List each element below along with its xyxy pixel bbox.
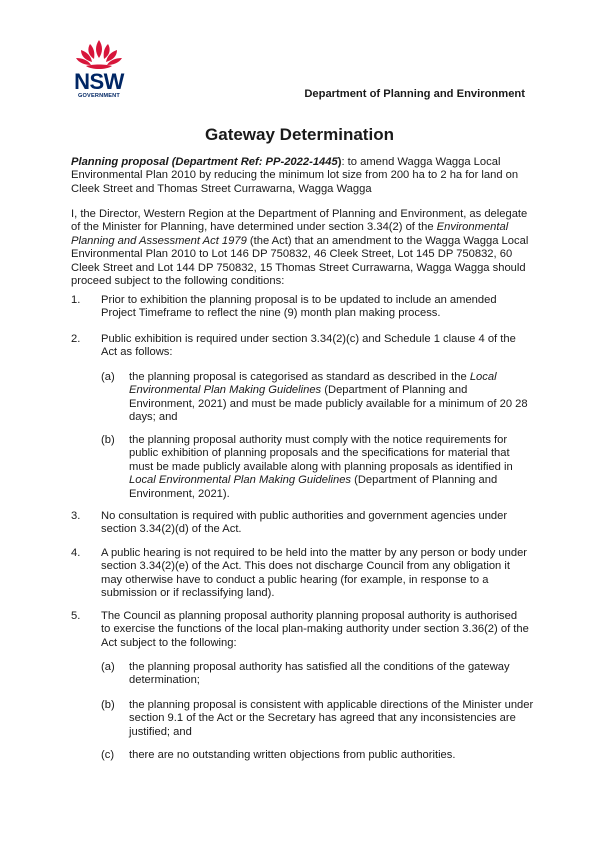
- delegation-paragraph: [71, 208, 529, 288]
- sub-text: the planning proposal authority must comply with the notice requirements for public exhibition of planning proposals and the specifications for material that must be made publicly available along with planning proposals as identified in: [129, 434, 513, 473]
- condition-number: 2.: [71, 333, 81, 345]
- sub-text: (Department of Planning and Environment, 2021) and must be made publicly available for a minimum of 20 28 days; and: [129, 384, 528, 424]
- sub-condition-label: (a): [101, 371, 115, 383]
- delegation-text-1: I, the Director, Western Region at the Department of Planning and Environment, as delegate of the Minister for Planning, have determined under section 3.34(2) of the: [71, 208, 528, 234]
- condition-text: Public exhibition is required under section 3.34(2)(c) and Schedule 1 clause 4 of the Act as follows:: [101, 333, 516, 359]
- condition-number: 4.: [71, 547, 81, 559]
- proposal-reference-close: ): [337, 156, 342, 168]
- sub-condition-label: (b): [101, 699, 115, 711]
- waratah-icon: [68, 38, 130, 72]
- department-name: Department of Planning and Environment: [304, 88, 525, 100]
- intro-text: : to amend Wagga Wagga Local Environmental Plan 2010 by reducing the minimum lot size from 200 ha to 2 ha for land on Cleek Street and Thomas Street Currawarna, Wagga Wagga: [71, 156, 519, 195]
- condition-number: 5.: [71, 610, 81, 622]
- sub-condition-label: (b): [101, 434, 115, 446]
- condition-number: 3.: [71, 510, 81, 522]
- condition-text: A public hearing is not required to be held into the matter by any person or body under section 3.34(2)(e) of the Act. This does not discharge Council from any obligation it may otherwise have to conduct a public hearing (for example, in response to a submission or if reclassifying land).: [101, 547, 528, 600]
- sub-condition-label: (c): [101, 749, 115, 761]
- nsw-government-logo: [68, 38, 134, 102]
- intro-paragraph: [71, 156, 529, 196]
- sub-condition-text: the planning proposal authority has satisfied all the conditions of the gateway determination;: [129, 661, 510, 687]
- act-name: Environmental Planning and Assessment Act 1979: [71, 221, 509, 247]
- condition-text: No consultation is required with public authorities and government agencies under section 3.34(2)(d) of the Act.: [101, 510, 508, 536]
- guidelines-title: Local Environmental Plan Making Guidelines: [129, 371, 497, 397]
- proposal-reference: Planning proposal (Department Ref: PP-2022-1445: [71, 156, 338, 168]
- sub-condition-text: [129, 434, 535, 501]
- sub-text: (Department of Planning and Environment, 2021).: [129, 474, 498, 500]
- sub-condition-text: the planning proposal is consistent with applicable directions of the Minister under section 9.1 of the Act or the Secretary has agreed that any inconsistencies are justified; and: [129, 699, 534, 738]
- page-title: Gateway Determination: [205, 125, 394, 144]
- condition-text: The Council as planning proposal authority planning proposal authority is authorised to exercise the functions of the local plan-making authority under section 3.36(2) of the Act subject to the following:: [101, 610, 529, 649]
- condition-number: 1.: [71, 294, 81, 306]
- sub-text: the planning proposal is categorised as standard as described in the: [129, 371, 470, 383]
- guidelines-title: Local Environmental Plan Making Guidelines: [129, 474, 352, 487]
- condition-text: Prior to exhibition the planning proposal is to be updated to include an amended Project Timeframe to reflect the nine (9) month plan making process.: [101, 294, 497, 320]
- sub-condition-text: [129, 371, 535, 425]
- delegation-text-2: (the Act) that an amendment to the Wagga Wagga Local Environmental Plan 2010 to Lot 146 DP 750832, 46 Cleek Street, Lot 145 DP 750832, 60 Cleek Street and Lot 144 DP 750832, 15 Thomas Street Currawarna, Wagga Wagga should proceed subject to the following conditions:: [71, 234, 529, 288]
- logo-wordmark: NSW: [74, 69, 124, 94]
- logo-subtext: GOVERNMENT: [77, 93, 121, 99]
- sub-condition-label: (a): [101, 661, 115, 673]
- sub-condition-text: there are no outstanding written objections from public authorities.: [129, 749, 456, 761]
